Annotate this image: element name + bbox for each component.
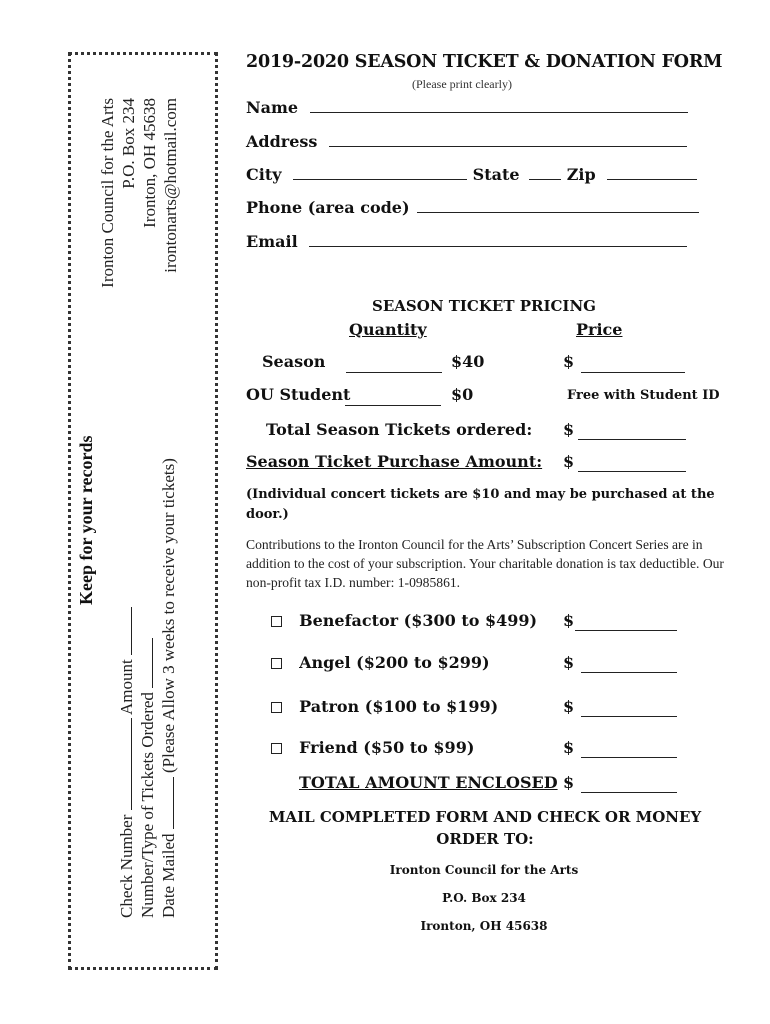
city-field[interactable]: [293, 163, 467, 180]
phone-field[interactable]: [417, 196, 699, 213]
total-enclosed-field[interactable]: [581, 776, 677, 793]
friend-amount-field[interactable]: [581, 741, 677, 758]
angel-dollar: $: [563, 653, 575, 672]
season-quantity-field[interactable]: [346, 356, 442, 373]
mail-org: Ironton Council for the Arts: [389, 863, 579, 877]
date-mailed-row: [158, 458, 179, 918]
purchase-amount-field[interactable]: [578, 455, 686, 472]
address-label: Address: [246, 132, 318, 151]
quantity-header: Quantity: [349, 320, 427, 339]
email-label: Email: [246, 232, 298, 251]
stub-org-pobox: P.O. Box 234: [119, 98, 138, 189]
season-row: [262, 352, 325, 371]
date-mailed-label: Date Mailed: [159, 833, 178, 918]
purchase-amount-label: Season Ticket Purchase Amount:: [246, 452, 543, 471]
donation-row-benefactor: [271, 611, 537, 630]
zip-field[interactable]: [607, 163, 697, 180]
mail-pobox: P.O. Box 234: [442, 891, 526, 905]
form-subtitle: (Please print clearly): [412, 77, 512, 91]
donation-row-friend: [271, 738, 474, 757]
allow-weeks-note: (Please Allow 3 weeks to receive your tickets): [159, 458, 178, 773]
amount-label: Amount: [117, 659, 136, 716]
number-type-field[interactable]: [138, 638, 153, 688]
season-dollar: $: [563, 352, 575, 371]
friend-label: Friend ($50 to $99): [299, 738, 475, 757]
address-row: [246, 130, 687, 151]
name-label: Name: [246, 98, 299, 117]
angel-checkbox[interactable]: [271, 658, 282, 669]
benefactor-label: Benefactor ($300 to $499): [299, 611, 538, 630]
date-mailed-field[interactable]: [159, 777, 174, 829]
amount-field[interactable]: [117, 607, 132, 655]
stub-records-fields: [116, 458, 179, 918]
email-field[interactable]: [309, 230, 687, 247]
form-title: 2019-2020 SEASON TICKET & DONATION FORM: [246, 52, 723, 72]
check-number-field[interactable]: [117, 718, 132, 810]
ou-price: $0: [451, 385, 474, 404]
total-tickets-field[interactable]: [578, 423, 686, 440]
donation-row-angel: [271, 653, 490, 672]
name-field[interactable]: [310, 96, 688, 113]
individual-note: (Individual concert tickets are $10 and may be purchased at the door.): [246, 487, 715, 522]
price-header: Price: [576, 320, 623, 339]
benefactor-amount-field[interactable]: [575, 614, 677, 631]
contributions-paragraph: Contributions to the Ironton Council for the Arts’ Subscription Concert Series are in addition to the cost of your subscription. Your charitable donation is tax deductible. Our non-profit tax I.D. number: 1-0985861.: [246, 537, 724, 590]
season-price: $40: [451, 352, 485, 371]
mail-city: Ironton, OH 45638: [420, 919, 548, 933]
patron-label: Patron ($100 to $199): [299, 697, 499, 716]
mail-heading: MAIL COMPLETED FORM AND CHECK OR MONEY ORDER TO:: [268, 808, 702, 848]
free-student-note: Free with Student ID: [567, 388, 720, 403]
benefactor-dollar: $: [563, 611, 575, 630]
patron-dollar: $: [563, 697, 575, 716]
total-tickets-label: Total Season Tickets ordered:: [266, 420, 533, 439]
stub-org-city: Ironton, OH 45638: [140, 98, 159, 228]
patron-checkbox[interactable]: [271, 702, 282, 713]
angel-label: Angel ($200 to $299): [299, 653, 490, 672]
number-type-label: Number/Type of Tickets Ordered: [138, 692, 157, 918]
phone-label: Phone (area code): [246, 198, 410, 217]
total-enclosed-label: TOTAL AMOUNT ENCLOSED: [299, 773, 558, 792]
stub-org-name: Ironton Council for the Arts: [98, 98, 117, 288]
angel-amount-field[interactable]: [581, 656, 677, 673]
check-number-row: [116, 458, 137, 918]
friend-checkbox[interactable]: [271, 743, 282, 754]
friend-dollar: $: [563, 738, 575, 757]
email-row: [246, 230, 687, 251]
total-tickets-dollar: $: [563, 420, 575, 439]
stub-org-email: irontonarts@hotmail.com: [161, 98, 180, 273]
state-field[interactable]: [529, 163, 561, 180]
name-row: [246, 96, 688, 117]
pricing-heading: SEASON TICKET PRICING: [372, 297, 596, 315]
ou-student-label: OU Student: [246, 385, 351, 404]
address-field[interactable]: [329, 130, 687, 147]
city-row: [246, 163, 697, 184]
phone-row: [246, 196, 699, 217]
benefactor-checkbox[interactable]: [271, 616, 282, 627]
stub-org-address: [97, 98, 181, 318]
check-number-label: Check Number: [117, 814, 136, 918]
keep-records-label: Keep for your records: [76, 435, 96, 605]
season-label: Season: [262, 352, 326, 371]
ou-quantity-field[interactable]: [345, 389, 441, 406]
number-type-row: [137, 458, 158, 918]
purchase-amount-dollar: $: [563, 452, 575, 471]
state-label: State: [472, 165, 520, 184]
zip-label: Zip: [566, 165, 596, 184]
city-label: City: [246, 165, 282, 184]
total-enclosed-dollar: $: [563, 773, 575, 792]
patron-amount-field[interactable]: [581, 700, 677, 717]
season-amount-field[interactable]: [581, 356, 685, 373]
donation-row-patron: [271, 697, 498, 716]
